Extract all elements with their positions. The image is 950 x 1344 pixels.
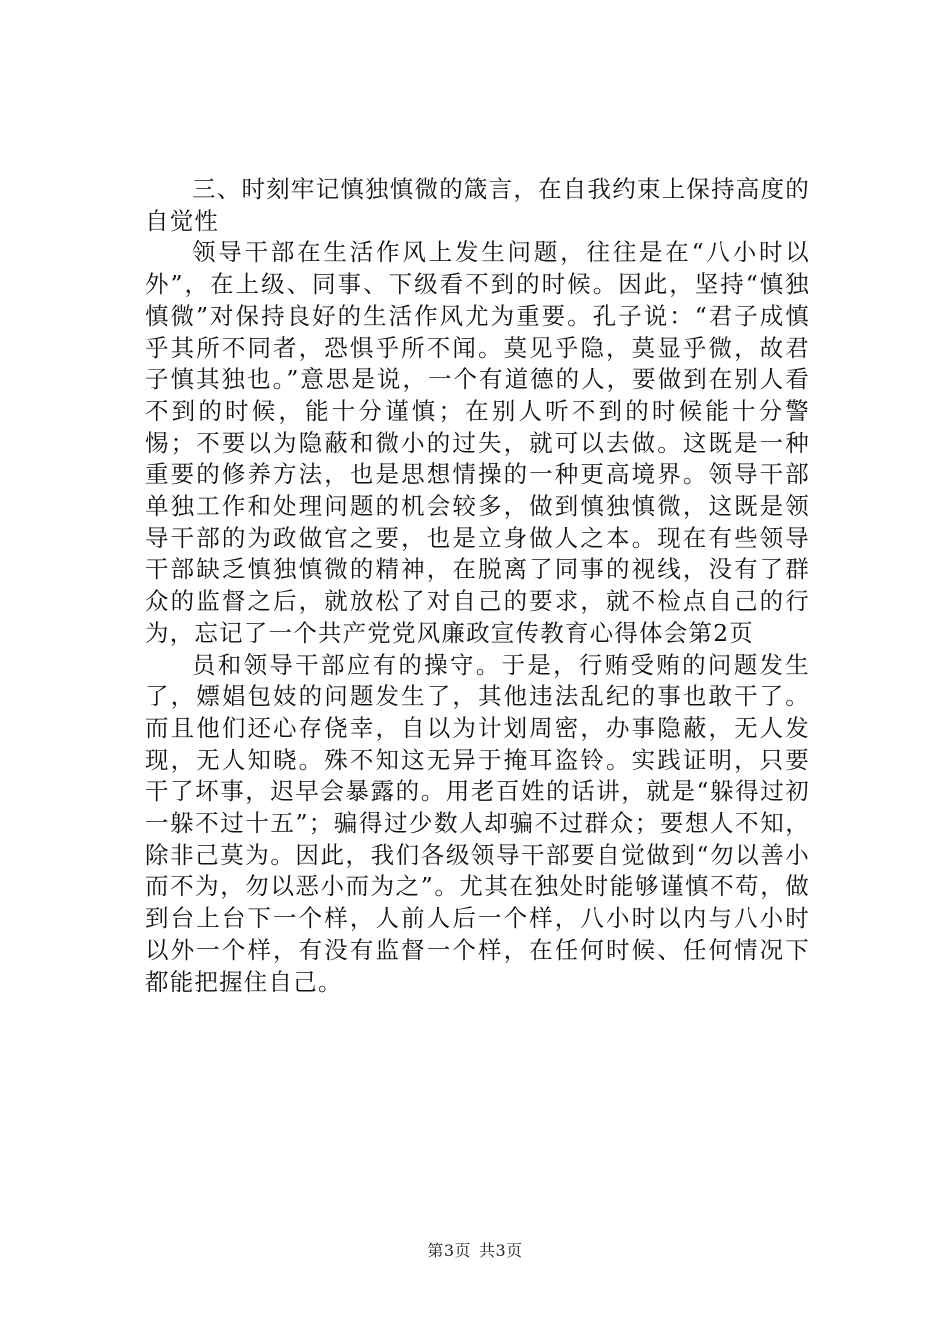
paragraph-1: 领导干部在生活作风上发生问题，往往是在“八小时以外”，在上级、同事、下级看不到的时候。因此，坚持“慎独慎微”对保持良好的生活作风尤为重要。孔子说：“君子成慎乎其所不同者，恐惧乎所不闻。莫见乎隐，莫显乎微，故君子慎其独也。”意思是说，一个有道德的人，要做到在别人看不到的时候，能十分谨慎；在别人听不到的时候能十分警惕；不要以为隐蔽和微小的过失，就可以去做。这既是一种重要的修养方法，也是思想情操的一种更高境界。领导干部单独工作和处理问题的机会较多，做到慎独慎微，这既是领导干部的为政做官之要，也是立身做人之本。现在有些领导干部缺乏慎独慎微的精神，在脱离了同事的视线，没有了群众的监督之后，就放松了对自己的要求，就不检点自己的行为，忘记了一个共产党党风廉政宣传教育心得体会第2页 xyxy=(145,238,810,647)
paragraph-2: 员和领导干部应有的操守。于是，行贿受贿的问题发生了，嫖娼包妓的问题发生了，其他违法乱纪的事也敢干了。而且他们还心存侥幸，自以为计划周密，办事隐蔽，无人发现，无人知晓。殊不知这无异于掩耳盗铃。实践证明，只要干了坏事，迟早会暴露的。用老百姓的话讲，就是“躲得过初一躲不过十五”；骗得过少数人却骗不过群众；要想人不知，除非己莫为。因此，我们各级领导干部要自觉做到“勿以善小而不为，勿以恶小而为之”。尤其在独处时能够谨慎不苟，做到台上台下一个样，人前人后一个样，八小时以内与八小时以外一个样，有没有监督一个样，在任何时候、任何情况下都能把握住自己。 xyxy=(145,650,810,996)
page-number-total: 共3页 xyxy=(479,1241,523,1260)
section-heading: 三、时刻牢记慎独慎微的箴言，在自我约束上保持高度的自觉性 xyxy=(145,175,810,235)
document-body xyxy=(145,174,810,998)
page-number-current: 第3页 xyxy=(427,1241,471,1260)
page-footer xyxy=(0,1241,950,1261)
